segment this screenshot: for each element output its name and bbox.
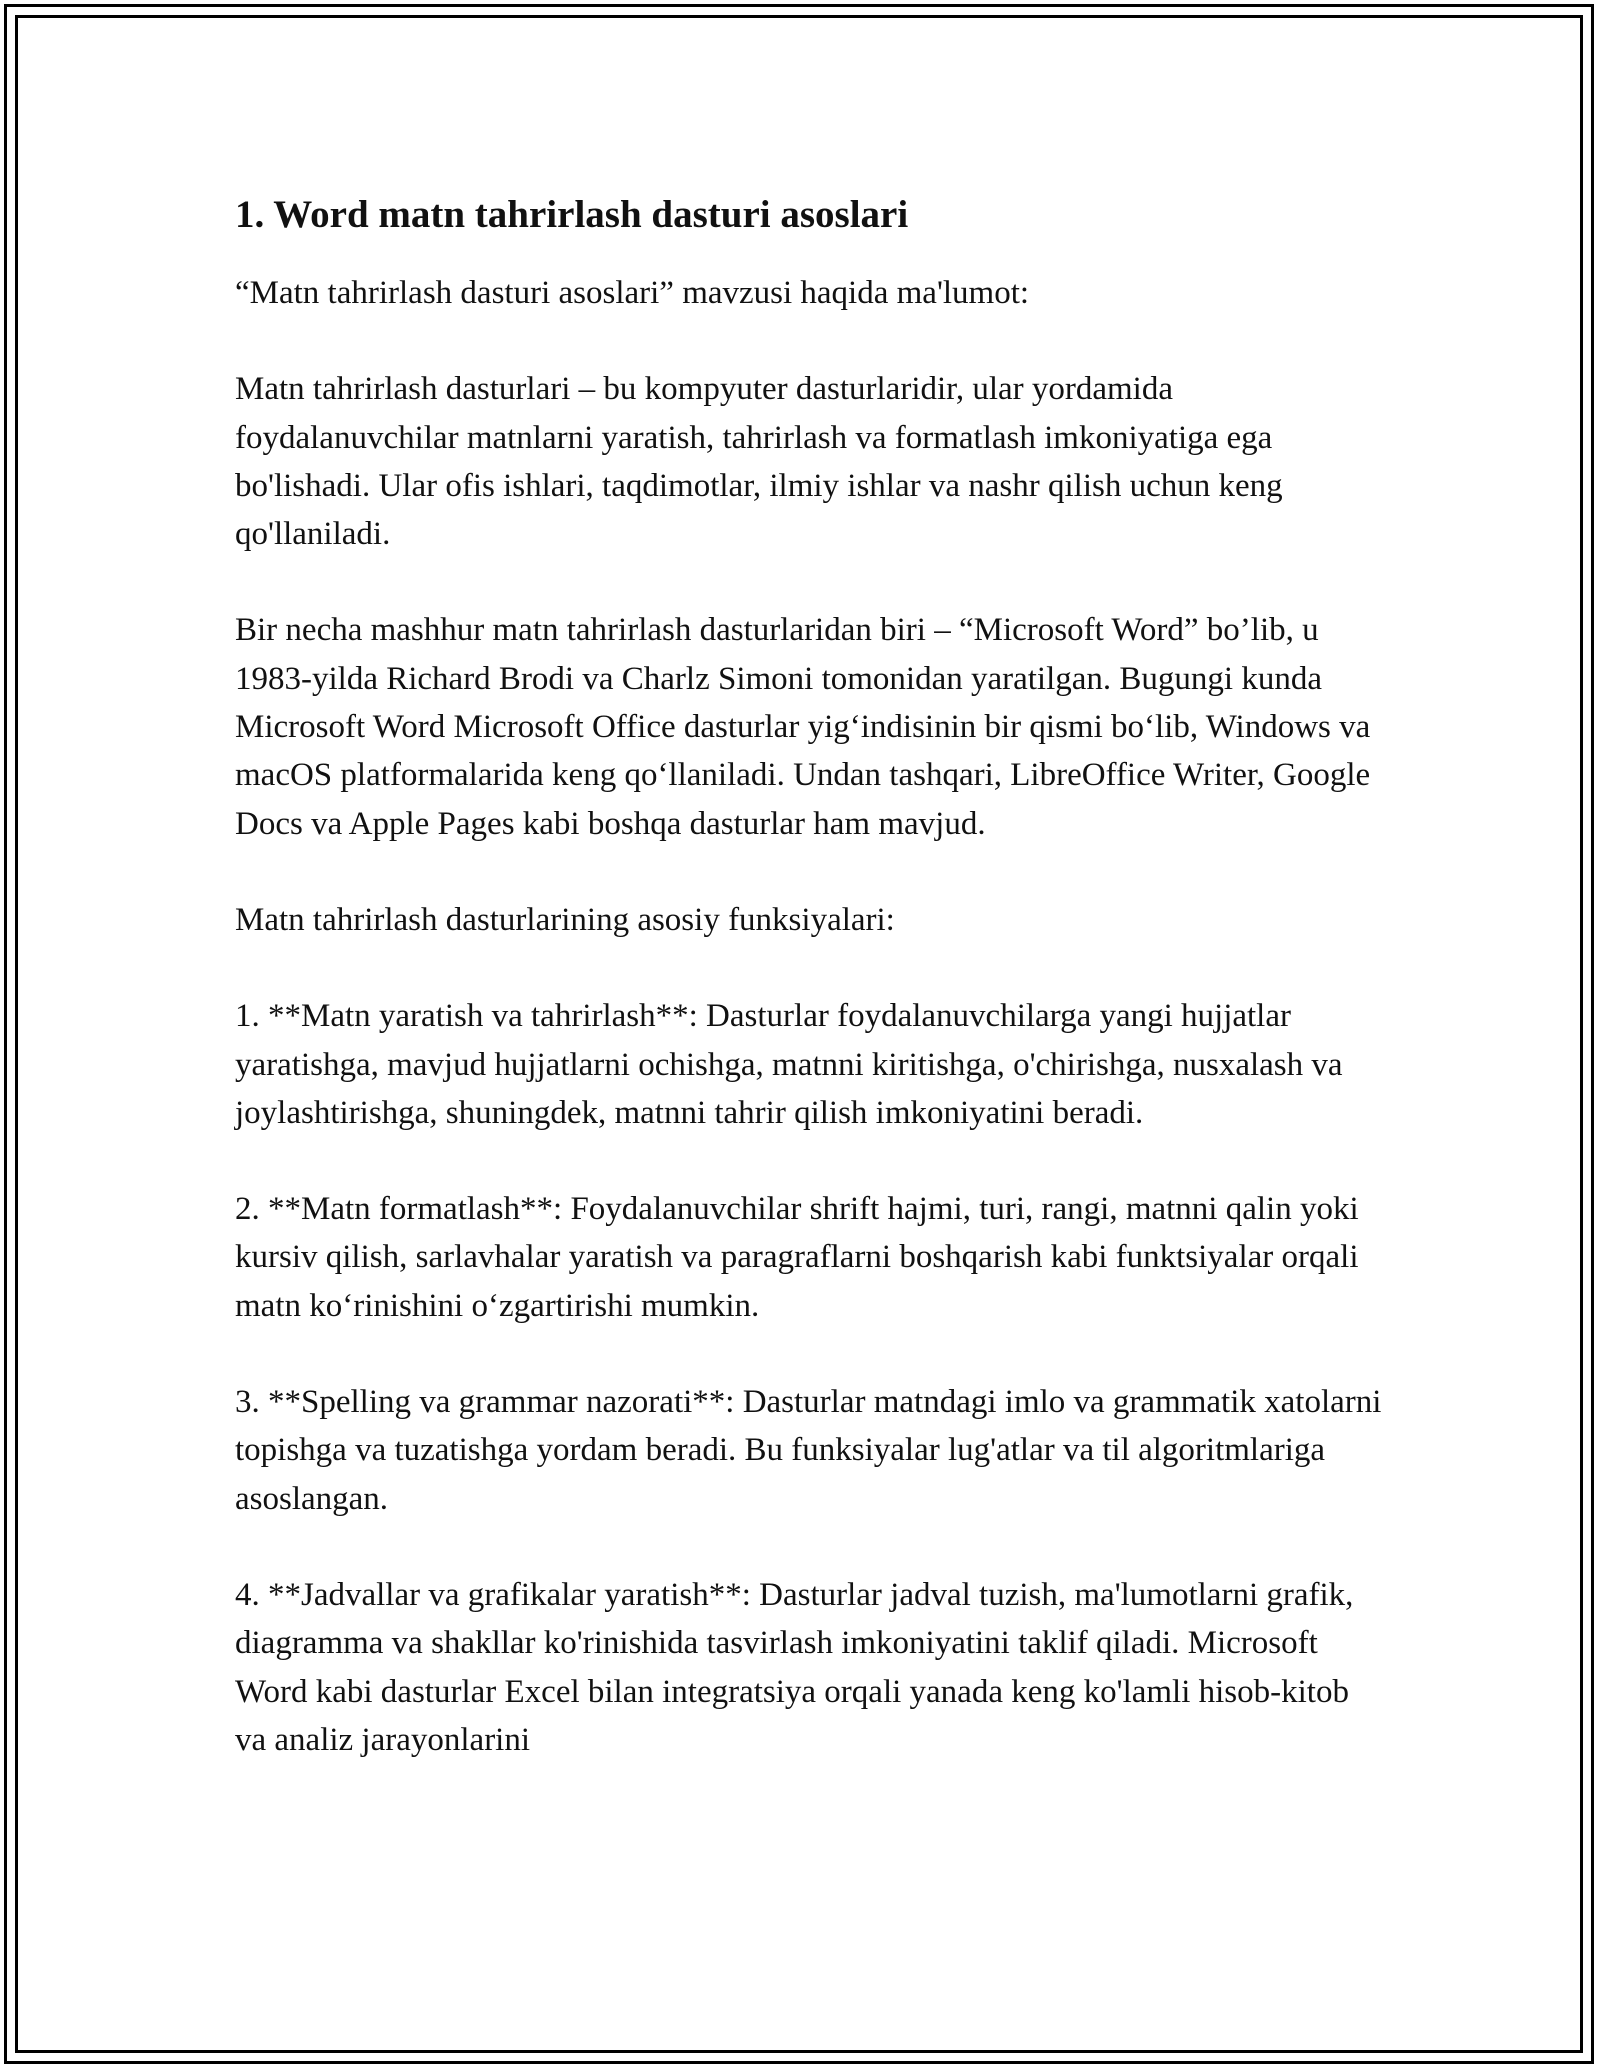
- function-item-1: 1. **Matn yaratish va tahrirlash**: Dasturlar foydalanuvchilarga yangi hujjatlar yaratishga, mavjud hujjatlarni ochishga, matnni kiritishga, o'chirishga, nusxalash va joylashtirishga, shuningdek, matnni tahrir qilish imkoniyatini beradi.: [235, 998, 1343, 1131]
- intro-paragraph: “Matn tahrirlash dasturi asoslari” mavzusi haqida ma'lumot:: [235, 275, 1030, 311]
- document-body: [235, 183, 1385, 1764]
- functions-heading-paragraph: Matn tahrirlash dasturlarining asosiy funksiyalari:: [235, 901, 895, 938]
- function-item-3: 3. **Spelling va grammar nazorati**: Dasturlar matndagi imlo va grammatik xatolarni topishga va tuzatishga yordam beradi. Bu funksiyalar lug'atlar va til algoritmlariga asoslangan.: [235, 1384, 1382, 1517]
- document-title: 1. Word matn tahrirlash dasturi asoslari: [235, 193, 909, 236]
- history-paragraph: Bir necha mashhur matn tahrirlash dasturlaridan biri – “Microsoft Word” bo’lib, u 1983-yilda Richard Brodi va Charlz Simoni tomonidan yaratilgan. Bugungi kunda Microsoft Word Microsoft Office dasturlar yig‘indisinin bir qismi bo‘lib, Windows va macOS platformalarida keng qo‘llaniladi. Undan tashqari, LibreOffice Writer, Google Docs va Apple Pages kabi boshqa dasturlar ham mavjud.: [235, 612, 1371, 842]
- definition-paragraph: Matn tahrirlash dasturlari – bu kompyuter dasturlaridir, ular yordamida foydalanuvchilar matnlarni yaratish, tahrirlash va formatlash imkoniyatiga ega bo'lishadi. Ular ofis ishlari, taqdimotlar, ilmiy ishlar va nashr qilish uchun keng qo'llaniladi.: [235, 371, 1283, 553]
- function-item-4: 4. **Jadvallar va grafikalar yaratish**: Dasturlar jadval tuzish, ma'lumotlarni grafik, diagramma va shakllar ko'rinishida tasvirlash imkoniyatini taklif qiladi. Microsoft Word kabi dasturlar Excel bilan integratsiya orqali yanada keng ko'lamli hisob-kitob va analiz jarayonlarini: [235, 1576, 1354, 1758]
- function-item-2: 2. **Matn formatlash**: Foydalanuvchilar shrift hajmi, turi, rangi, matnni qalin yoki kursiv qilish, sarlavhalar yaratish va paragraflarni boshqarish kabi funktsiyalar orqali matn ko‘rinishini o‘zgartirishi mumkin.: [235, 1191, 1359, 1324]
